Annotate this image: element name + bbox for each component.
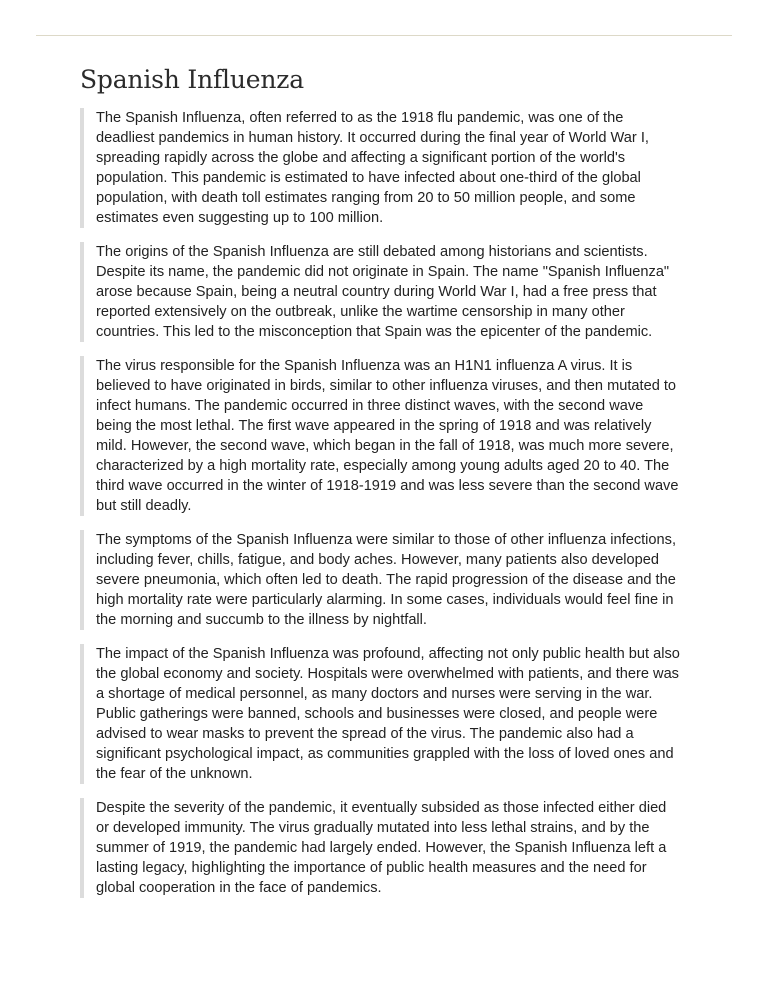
article-title: Spanish Influenza [80, 65, 304, 94]
paragraph-conclusion: Despite the severity of the pandemic, it eventually subsided as those infected either died or developed immunity. The virus gradually mutated into less lethal strains, and by the summer of 1919, the pandemic had largely ended. However, the Spanish Influenza left a lasting legacy, highlighting the importance of public health measures and the need for global cooperation in the face of pandemics. [80, 798, 680, 898]
paragraph-intro: The Spanish Influenza, often referred to as the 1918 flu pandemic, was one of the deadliest pandemics in human history. It occurred during the final year of World War I, spreading rapidly across the globe and affecting a significant portion of the world's population. This pandemic is estimated to have infected about one-third of the global population, with death toll estimates ranging from 20 to 50 million people, and some estimates even suggesting up to 100 million. [80, 108, 680, 228]
paragraph-impact: The impact of the Spanish Influenza was profound, affecting not only public health but also the global economy and society. Hospitals were overwhelmed with patients, and there was a shortage of medical personnel, as many doctors and nurses were serving in the war. Public gatherings were banned, schools and businesses were closed, and people were advised to wear masks to prevent the spread of the virus. The pandemic also had a significant psychological impact, as communities grappled with the loss of loved ones and the fear of the unknown. [80, 644, 680, 784]
paragraph-symptoms: The symptoms of the Spanish Influenza were similar to those of other influenza infections, including fever, chills, fatigue, and body aches. However, many patients also developed severe pneumonia, which often led to death. The rapid progression of the disease and the high mortality rate were particularly alarming. In some cases, individuals would feel fine in the morning and succumb to the illness by nightfall. [80, 530, 680, 630]
article [80, 62, 680, 912]
paragraph-virus: The virus responsible for the Spanish Influenza was an H1N1 influenza A virus. It is believed to have originated in birds, similar to other influenza viruses, and then mutated to infect humans. The pandemic occurred in three distinct waves, with the second wave being the most lethal. The first wave appeared in the spring of 1918 and was relatively mild. However, the second wave, which began in the fall of 1918, was much more severe, characterized by a high mortality rate, especially among young adults aged 20 to 40. The third wave occurred in the winter of 1918-1919 and was less severe than the second wave but still deadly. [80, 356, 680, 516]
paragraph-origins: The origins of the Spanish Influenza are still debated among historians and scientists. Despite its name, the pandemic did not originate in Spain. The name "Spanish Influenza" arose because Spain, being a neutral country during World War I, had a free press that reported extensively on the outbreak, unlike the wartime censorship in many other countries. This led to the misconception that Spain was the epicenter of the pandemic. [80, 242, 680, 342]
top-divider [36, 35, 732, 36]
